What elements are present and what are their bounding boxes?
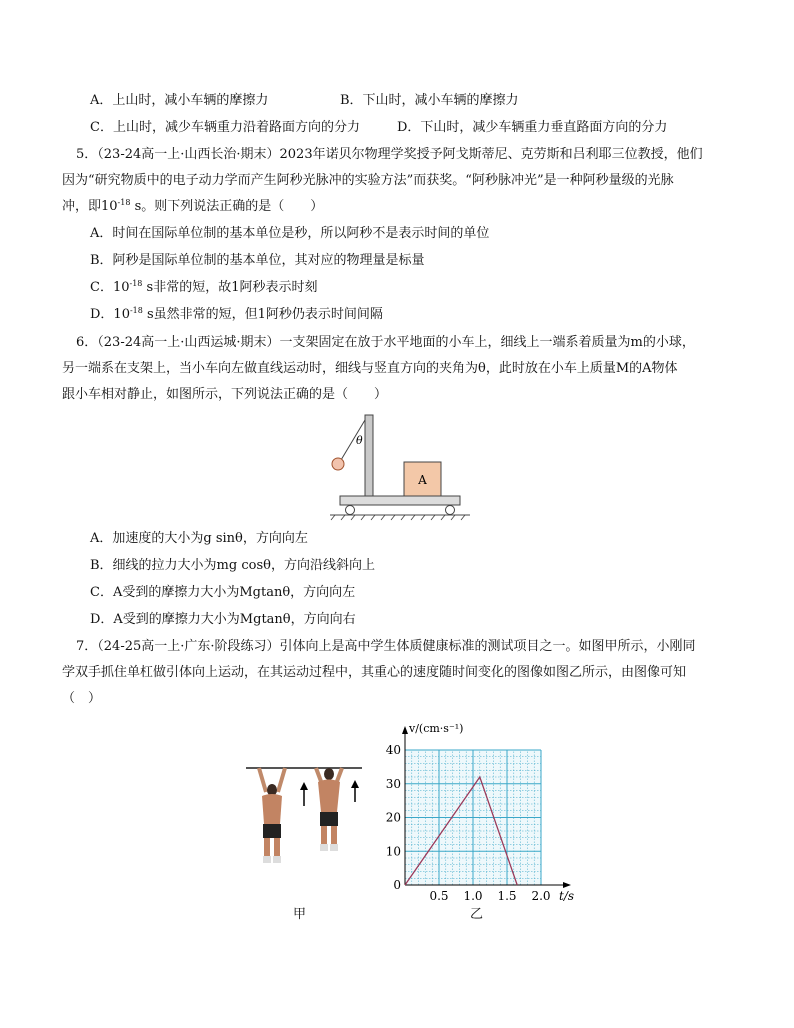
q6-option-b: B．细线的拉力大小为mg cosθ，方向沿线斜向上 [90, 558, 375, 573]
x-axis-arrow [563, 882, 571, 888]
q6-stem-line3: 跟小车相对静止，如图所示，下列说法正确的是（ ） [62, 387, 388, 402]
cart-wheel-right [446, 506, 455, 515]
x-axis-label: t/s [559, 889, 575, 903]
y-axis-arrow [402, 726, 408, 734]
y-tick-label: 30 [385, 776, 401, 791]
q6-stem-line1: 6．（23-24高一上·山西运城·期末）一支架固定在放于水平地面的小车上，细线上一端系着质量为m的小球， [76, 335, 695, 350]
y-tick-label: 10 [385, 844, 401, 859]
q7-stem-line1: 7．（24-25高一上·广东·阶段练习）引体向上是高中学生体质健康标准的测试项目之一。如图甲所示，小刚同 [76, 639, 696, 654]
y-tick-label: 40 [385, 743, 401, 757]
stand [365, 415, 373, 497]
caption-yi: 乙 [470, 907, 484, 922]
y-tick-label: 0 [393, 878, 401, 892]
q5-stem-line1: 5．（23-24高一上·山西长治·期末）2023年诺贝尔物理学奖授予阿戈斯蒂尼、克劳斯和吕利耶三位教授，他们 [76, 147, 703, 162]
velocity-time-chart [385, 718, 585, 908]
q5-option-a: A．时间在国际单位制的基本单位是秒，所以阿秒不是表示时间的单位 [90, 226, 490, 241]
q5-stem-line2: 因为“研究物质中的电子动力学而产生阿秒光脉冲的实验方法”而获奖。“阿秒脉冲光”是一种阿秒量级的光脉 [62, 173, 674, 188]
q6-option-d: D．A受到的摩擦力大小为Mgtanθ，方向向右 [90, 612, 356, 627]
up-arrow-left [300, 782, 308, 806]
ground-hatching [331, 515, 465, 520]
cart-body [340, 496, 460, 505]
angle-label: θ [356, 434, 363, 447]
q5-stem-line3: 冲，即$10^{-18}$ s。则下列说法正确的是（ ） [62, 198, 324, 214]
q5-option-b: B．阿秒是国际单位制的基本单位，其对应的物理量是标量 [90, 253, 425, 268]
up-arrow-right [351, 780, 359, 802]
x-tick-label: 1.5 [497, 889, 517, 903]
person-pulled-up [316, 768, 342, 851]
x-tick-label: 0.5 [429, 889, 449, 903]
x-tick-label: 1.0 [463, 889, 483, 903]
q4-option-d: D．下山时，减少车辆重力垂直路面方向的分力 [397, 120, 668, 135]
q6-stem-line2: 另一端系在支架上，当小车向左做直线运动时，细线与竖直方向的夹角为θ，此时放在小车上质量M的A物体 [62, 361, 678, 376]
pullup-figure [242, 762, 367, 872]
q4-option-a: A．上山时，减小车辆的摩擦力 [90, 93, 269, 108]
x-tick-label: 2.0 [531, 889, 551, 903]
q5-option-d: D．$10^{-18}$ s虽然非常的短，但1阿秒仍表示时间间隔 [90, 306, 383, 322]
q4-option-c: C．上山时，减少车辆重力沿着路面方向的分力 [90, 120, 360, 135]
q7-stem-line3: （ ） [62, 691, 102, 706]
cart-wheel-left [346, 506, 355, 515]
caption-jia: 甲 [293, 907, 307, 922]
q6-option-a: A．加速度的大小为g sinθ，方向向左 [90, 531, 308, 546]
q7-stem-line2: 学双手抓住单杠做引体向上运动，在其运动过程中，其重心的速度随时间变化的图像如图乙所示，由图像可知 [62, 665, 687, 680]
y-tick-label: 20 [385, 810, 401, 825]
q5-option-c: C．$10^{-18}$ s非常的短，故1阿秒表示时刻 [90, 279, 318, 295]
y-axis-label: v/(cm·s⁻¹) [409, 722, 464, 735]
q6-option-c: C．A受到的摩擦力大小为Mgtanθ，方向向左 [90, 585, 356, 600]
person-hanging [259, 768, 285, 863]
pendulum-ball [332, 458, 344, 470]
block-a-label: A [418, 473, 427, 487]
q4-option-b: B．下山时，减小车辆的摩擦力 [340, 93, 519, 108]
q6-cart-figure [325, 410, 475, 522]
